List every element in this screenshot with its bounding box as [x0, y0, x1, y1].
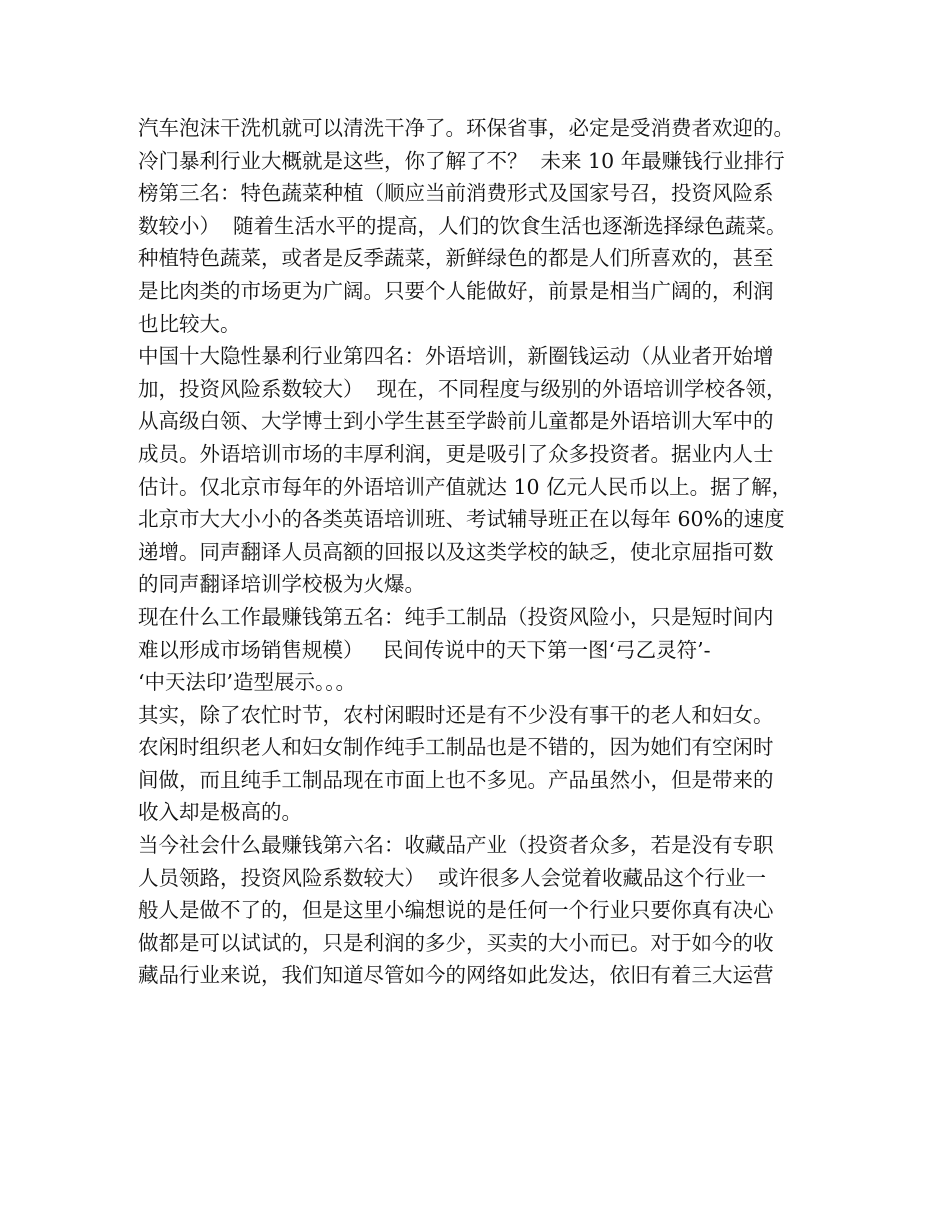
text-line: 汽车泡沫干洗机就可以清洗干净了。环保省事，必定是受消费者欢迎的。: [138, 116, 794, 140]
text-line: 是比肉类的市场更为广阔。只要个人能做好，前景是相当广阔的，利润: [138, 278, 774, 303]
text-line: 榜第三名：特色蔬菜种植（顺应当前消费形式及国家号召，投资风险系: [138, 181, 774, 206]
text-line: 其实，除了农忙时节，农村闲暇时还是有不少没有事干的老人和妇女。: [138, 702, 774, 727]
text-line: 冷门暴利行业大概就是这些，你了解了不？ 未来 10 年最赚钱行业排行: [138, 148, 785, 173]
text-line: 从高级白领、大学博士到小学生甚至学龄前儿童都是外语培训大军中的: [138, 409, 774, 434]
text-line: 北京市大大小小的各类英语培训班、考试辅导班正在以每年 60%的速度: [138, 507, 785, 532]
text-line: 的同声翻译培训学校极为火爆。: [138, 572, 425, 597]
text-line: 农闲时组织老人和妇女制作纯手工制品也是不错的，因为她们有空闲时: [138, 735, 774, 760]
text-line: 加，投资风险系数较大） 现在，不同程度与级别的外语培训学校各领，: [138, 376, 787, 401]
text-line: 递增。同声翻译人员高额的回报以及这类学校的缺乏，使北京屈指可数: [138, 539, 774, 564]
text-line: 数较小） 随着生活水平的提高，人们的饮食生活也逐渐选择绿色蔬菜。: [138, 213, 787, 238]
text-line: 成员。外语培训市场的丰厚利润，更是吸引了众多投资者。据业内人士: [138, 441, 774, 466]
text-line: 难以形成市场销售规模） 民间传说中的天下第一图‘弓乙灵符’-: [138, 637, 711, 662]
text-line: 收入却是极高的。: [138, 800, 302, 825]
text-line: 当今社会什么最赚钱第六名：收藏品产业（投资者众多，若是没有专职: [138, 833, 774, 858]
text-line: 藏品行业来说，我们知道尽管如今的网络如此发达，依旧有着三大运营: [138, 963, 774, 988]
text-line: 种植特色蔬菜，或者是反季蔬菜，新鲜绿色的都是人们所喜欢的，甚至: [138, 246, 774, 271]
text-line: 现在什么工作最赚钱第五名：纯手工制品（投资风险小，只是短时间内: [138, 604, 774, 629]
text-line: 般人是做不了的，但是这里小编想说的是任何一个行业只要你真有决心: [138, 898, 774, 923]
document-body: [138, 112, 838, 992]
text-line: 做都是可以试试的，只是利润的多少，买卖的大小而已。对于如今的收: [138, 930, 774, 955]
text-line: ‘中天法印’造型展示。。。: [138, 670, 357, 695]
text-line: 中国十大隐性暴利行业第四名：外语培训，新圈钱运动（从业者开始增: [138, 344, 774, 369]
text-line: 估计。仅北京市每年的外语培训产值就达 10 亿元人民币以上。据了解，: [138, 474, 793, 499]
text-line: 人员领路，投资风险系数较大） 或许很多人会觉着收藏品这个行业一: [138, 865, 767, 890]
text-line: 也比较大。: [138, 311, 241, 336]
text-line: 间做，而且纯手工制品现在市面上也不多见。产品虽然小，但是带来的: [138, 767, 774, 792]
